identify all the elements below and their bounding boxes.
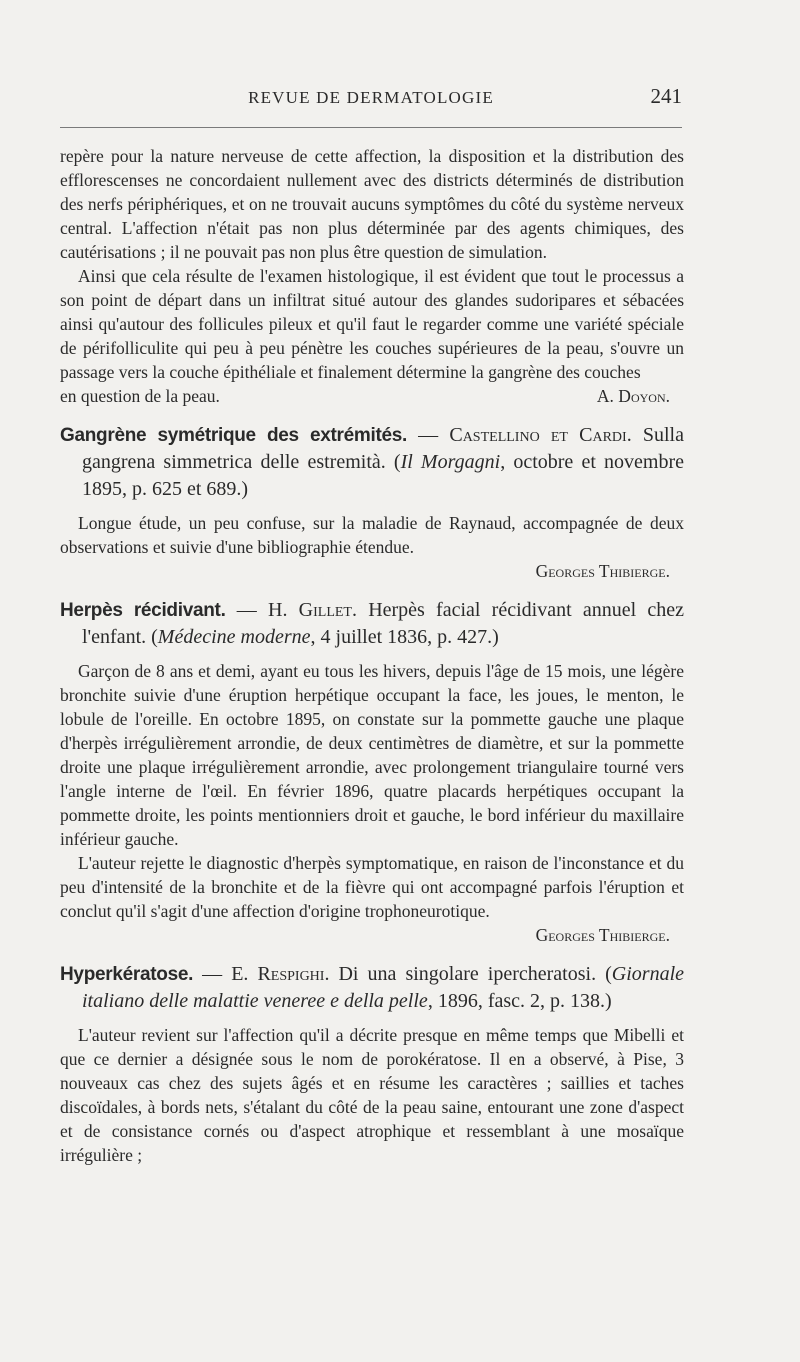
- running-title: REVUE DE DERMATOLOGIE: [248, 88, 494, 107]
- header-rule: [60, 127, 682, 128]
- entry-body: L'auteur revient sur l'affection qu'il a décrite presque en même temps que Mibelli et que ce dernier a désignée sous le nom de porokératose. Il en a observé, à Pise, 3 nouveaux cas chez des sujets âgés et en résume les caractères ; saillies et taches discoïdales, à bords nets, s'étalant du côté de la peau saine, entourant une zone d'aspect et de consistance cornés ou d'aspect atrophique et ressemblant à une mosaïque irrégulière ;: [60, 1025, 684, 1165]
- signature: A. Doyon.: [596, 386, 670, 406]
- entry-heading: Hyperkératose. — E. Respighi. Di una singolare ipercheratosi. (Giornale italiano delle malattie veneree e della pelle, 1896, fasc. 2, p. 138.): [60, 963, 684, 1012]
- continuation-paragraph-2: Ainsi que cela résulte de l'examen histologique, il est évident que tout le processus a son point de départ dans un infiltrat situé autour des glandes sudoripares et sébacées ainsi qu'autour des follicules pileux et qu'il faut le regarder comme une variété spéciale de périfolliculite qui peu à peu pénètre les couches supérieures de la peau, s'ouvre un passage vers la couche épithéliale et finalement détermine la gangrène des couches: [60, 266, 684, 382]
- entry-body: Longue étude, un peu confuse, sur la maladie de Raynaud, accompagnée de deux observations et suivie d'une bibliographie étendue.: [60, 513, 684, 557]
- entry-body: Garçon de 8 ans et demi, ayant eu tous les hivers, depuis l'âge de 15 mois, une légère bronchite suivie d'une éruption herpétique occupant la face, les joues, le menton, le lobule de l'oreille. En octobre 1895, on constate sur la pommette gauche une plaque d'herpès irrégulièrement arrondie, de deux centimètres de diamètre, et sur la pommette droite une plaque irrégulièrement arrondie, avec prolongement triangulaire tourné vers l'angle interne de l'œil. En février 1896, quatre placards herpétiques occupant la pommette droite, les points mentionniers droit et gauche, le bord inférieur du maxillaire inférieur gauche.: [60, 661, 684, 849]
- entry-source: Giornale italiano delle malattie veneree e della pelle: [82, 963, 684, 1012]
- page-header: [60, 84, 682, 116]
- entry-authors: E. Respighi.: [231, 963, 330, 985]
- entry-source: Il Morgagni: [400, 451, 501, 473]
- signature: Georges Thibierge.: [535, 561, 670, 581]
- page-body: [60, 144, 684, 1167]
- entry-heading: Gangrène symétrique des extrémités. — Castellino et Cardi. Sulla gangrena simmetrica delle estremità. (Il Morgagni, octobre et novembre 1895, p. 625 et 689.): [60, 424, 684, 500]
- entry-source: Médecine moderne: [157, 626, 311, 648]
- entry-authors: Castellino et Cardi.: [449, 424, 632, 446]
- entry-heading: Herpès récidivant. — H. Gillet. Herpès facial récidivant annuel chez l'enfant. (Médecine moderne, 4 juillet 1836, p. 427.): [60, 599, 685, 648]
- entry-keyword: Gangrène symétrique des extrémités.: [60, 425, 407, 446]
- entry-body: L'auteur rejette le diagnostic d'herpès symptomatique, en raison de l'inconstance et du peu d'intensité de la bronchite et de la fièvre qui ont accompagné parfois l'éruption et conclut qu'il s'agit d'une affection d'origine trophoneurotique.: [60, 853, 684, 921]
- entry-authors: H. Gillet.: [268, 599, 357, 621]
- continuation-paragraph: repère pour la nature nerveuse de cette affection, la disposition et la distribution des efflorescenses ne concordaient nullement avec des districts déterminés de distribution des nerfs périphériques, et on ne trouvait aucuns symptômes du côté du système nerveux central. L'affection n'était pas non plus déterminée par des agents chimiques, des cautérisations ; il ne pouvait pas non plus être question de simulation.: [60, 146, 684, 262]
- signature-line: [60, 384, 684, 408]
- entry-keyword: Herpès récidivant.: [60, 600, 226, 621]
- entry-keyword: Hyperkératose.: [60, 964, 194, 985]
- paragraph-end: en question de la peau.: [60, 386, 220, 406]
- signature: Georges Thibierge.: [535, 925, 670, 945]
- page-number: 241: [650, 84, 682, 108]
